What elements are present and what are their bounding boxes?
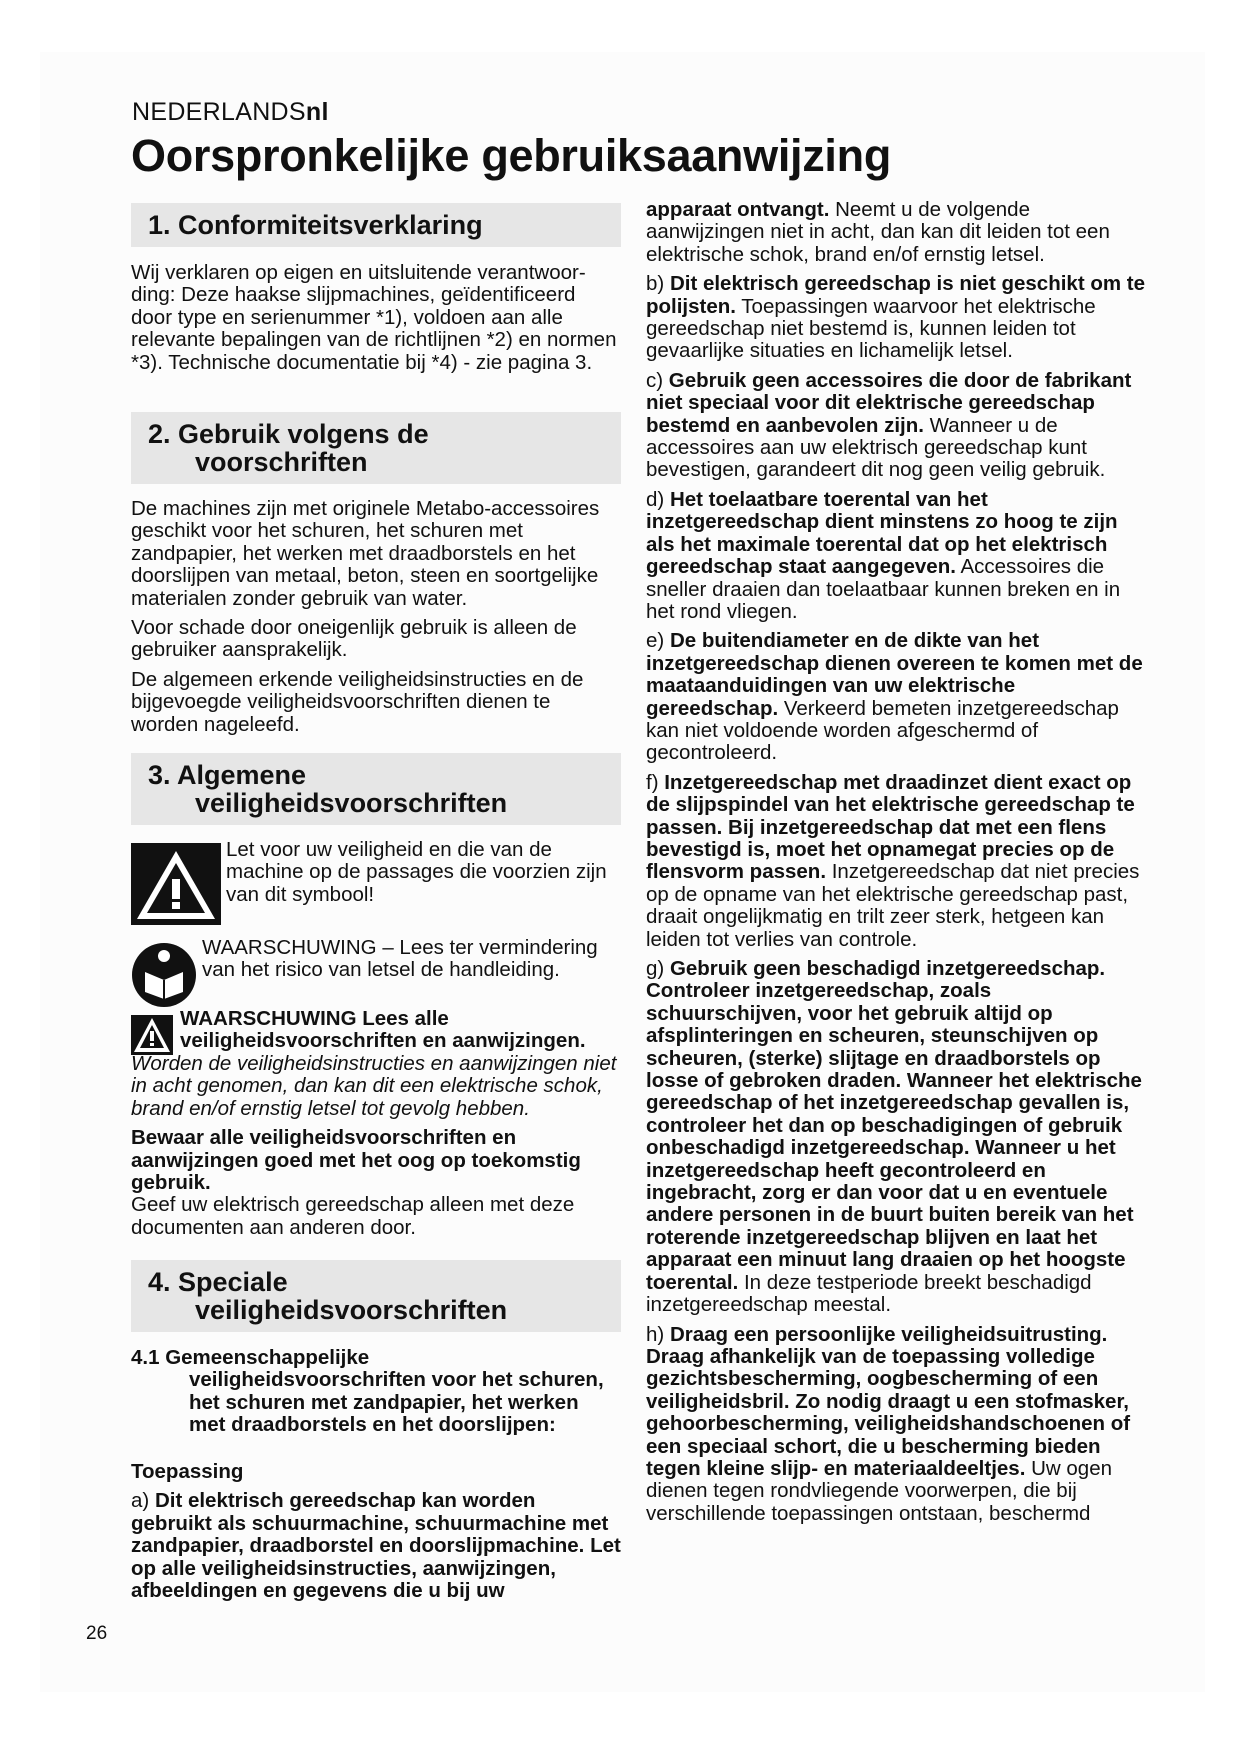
page-number: 26 bbox=[86, 1623, 108, 1644]
warning-triangle-icon bbox=[131, 843, 221, 925]
document-title: Oorspronkelijke gebruiksaanwijzing bbox=[131, 130, 892, 181]
section-3-warnings: Worden de veiligheidsinstructies en aanwijzingen niet in acht genomen, dan kan dit een elektrische schok, brand en/of ernstig letsel tot gevolg hebben. Bewaar alle veiligheidsvoorschriften en aanwijzingen goed met het oog op toekomstig gebruik. Geef uw elektrisch gereedschap alleen met deze documenten aan anderen door. bbox=[131, 1052, 617, 1239]
section-4-body: Toepassing a) Dit elektrisch gereedschap kan worden gebruikt als schuurmachine, schuurmachine met zandpapier, draadborstel en doorslijpmachine. Let op alle veiligheidsinstructies, aanwijzingen, afbeeldingen en gegevens die u bij uw bbox=[131, 1460, 621, 1603]
section-1-body: Wij verklaren op eigen en uitsluitende verantwoording: Deze haakse slijpmachines, geïdentificeerd door type en serienummer *1), voldoen aan alle relevante bepalingen van de richtlijnen *2) en normen *3). Technische documentatie bij *4) - zie pagina 3. bbox=[131, 261, 617, 374]
section-1-heading: 1. Conformiteitsverklaring bbox=[131, 203, 621, 247]
warning-read-all: WAARSCHUWING Lees alle veiligheidsvoorschriften en aanwijzingen. bbox=[180, 1007, 586, 1053]
warning-triangle-small-icon bbox=[131, 1015, 173, 1055]
section-2-heading: 2. Gebruik volgens de voorschriften bbox=[131, 412, 621, 484]
section-2-body: De machines zijn met originele Metabo-accessoires geschikt voor het schuren, het schuren met zandpapier, het werken met draadborstels en het doorslijpen van metaal, beton, steen en soortgelijke materialen zonder gebruik van water. Voor schade door oneigenlijk gebruik is alleen de gebruiker aansprakelijk. De algemeen erkende veiligheidsinstructies en de bijgevoegde veiligheidsvoorschriften dienen te worden nageleefd. bbox=[131, 497, 600, 736]
read-manual-icon bbox=[131, 942, 197, 1008]
section-4-heading: 4. Speciale veiligheidsvoorschriften bbox=[131, 1260, 621, 1332]
language-header: NEDERLANDSnl bbox=[132, 98, 329, 126]
subsection-4-1-heading: 4.1 Gemeenschappelijke veiligheidsvoorschriften voor het schuren, het schuren met zandpapier, het werken met draadborstels en het doorslijpen: bbox=[131, 1346, 604, 1437]
read-manual-text: WAARSCHUWING – Lees ter vermindering van het risico van letsel de handleiding. bbox=[202, 936, 598, 982]
symbol-explanation: Let voor uw veiligheid en die van de machine op de passages die voorzien zijn van dit symbool! bbox=[226, 838, 607, 906]
section-3-heading: 3. Algemene veiligheidsvoorschriften bbox=[131, 753, 621, 825]
right-column-body: apparaat ontvangt. Neemt u de volgende aanwijzingen niet in acht, dan kan dit leiden tot een elektrische schok, brand en/of ernstig letsel. b) Dit elektrisch gereedschap is niet geschikt om te polijsten. Toepassingen waarvoor het elektrische gereedschap niet bestemd is, kunnen leiden tot gevaarlijke situaties en lichamelijk letsel. c) Gebruik geen accessoires die door de fabrikant niet speciaal voor dit elektrische gereedschap bestemd en aanbevolen zijn. Wanneer u de accessoires aan uw elektrisch gereedschap kunt bevestigen, garandeert dit nog geen veilig gebruik. d) Het toelaatbare toerental van het inzetgereedschap dient minstens zo hoog te zijn als het maximale toerental dat op het elektrisch gereedschap staat aangegeven. Accessoires die sneller draaien dan toelaatbaar kunnen breken en in het rond vliegen. e) De buitendiameter en de dikte van het inzetgereedschap dienen overeen te komen met de maataanduidingen van uw elektrische gereedschap. Verkeerd bemeten inzetgereedschap kan niet voldoende worden afgeschermd of gecontroleerd. f) Inzetgereedschap met draadinzet dient exact op de slijpspindel van het elektrische gereedschap te passen. Bij inzetgereedschap dat met een flens bevestigd is, moet het opnamegat precies op de flensvorm passen. Inzetgereedschap dat niet precies op de opname van het elektrische gereedschap past, draait ongelijkmatig en trilt zeer sterk, hetgeen kan leiden tot verlies van controle. g) Gebruik geen beschadigd inzetgereedschap. Controleer inzetgereedschap, zoals schuurschijven, voor het gebruik altijd op afsplinteringen en scheuren, steunschijven op scheuren, (sterke) slijtage en draadborstels op losse of gebroken draden. Wanneer het elektrische gereedschap of het inzetgereedschap gevallen is, controleer het dan op beschadigingen of gebruik onbeschadigd inzetgereedschap. Wanneer u het inzetgereedschap heeft gecontroleerd en ingebracht, zorg er dan voor dat u en eventuele andere personen in de buurt buiten bereik van het roterende inzetgereedschap blijven en laat het apparaat een minuut lang draaien op het hoogste toerental. In deze testperiode breekt beschadigd inzetgereedschap meestal. h) Draag een persoonlijke veiligheidsuitrusting. Draag afhankelijk van de toepassing volledige gezichtsbescherming, oogbescherming of een veiligheidsbril. Zo nodig draagt u een stofmasker, gehoorbescherming, veiligheidshandschoenen of een speciaal schort, die u bescherming bieden tegen kleine slijp- en materiaaldeeltjes. Uw ogen dienen tegen rondvliegende voorwerpen, die bij verschillende toepassingen ontstaan, beschermd bbox=[646, 198, 1146, 1525]
